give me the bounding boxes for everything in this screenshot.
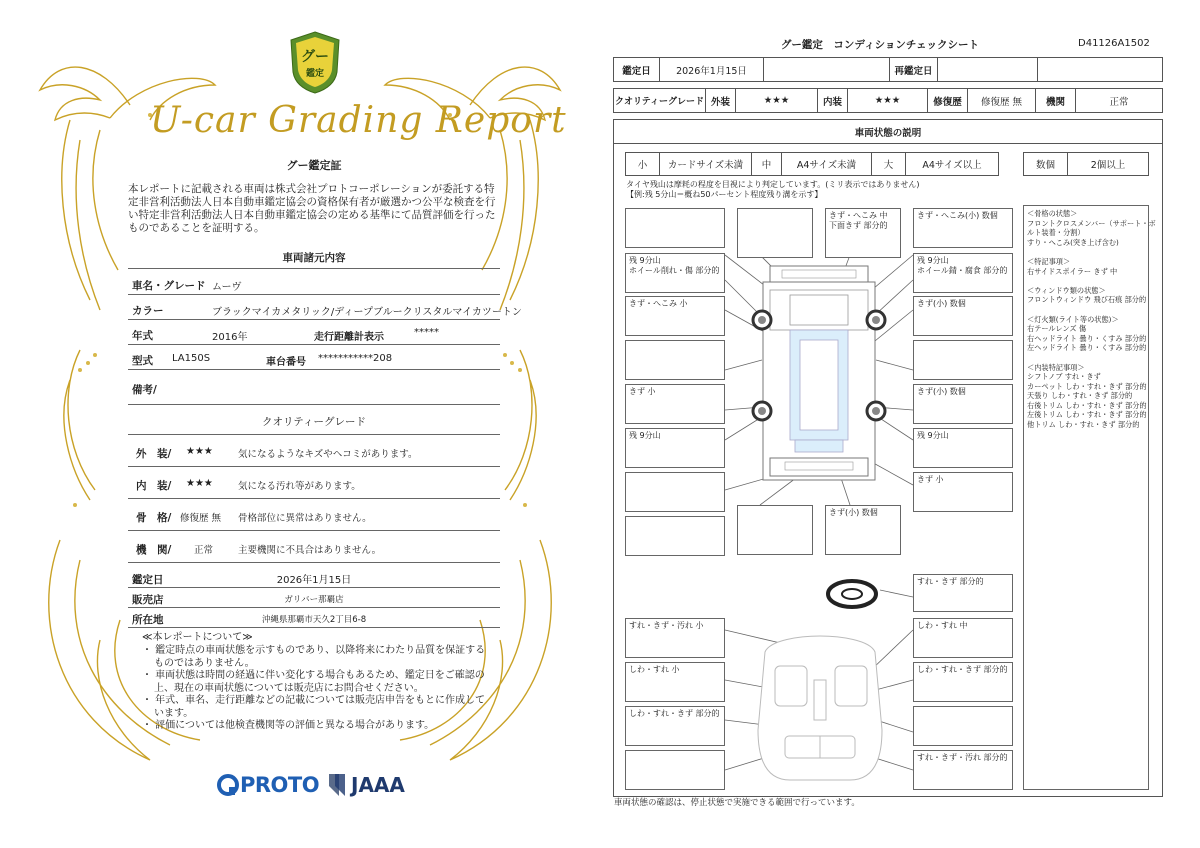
state-heading: 車両状態の説明: [854, 128, 922, 139]
quality-row-frame: [128, 502, 500, 531]
dealer-value: ガリバー那覇店: [284, 595, 344, 605]
remark-line: 右サイドスポイラー きず 中: [1027, 266, 1118, 276]
quality-engine-comment: 主要機関に不具合はありません。: [238, 545, 382, 556]
quality-engine-grade: 正常: [194, 545, 214, 556]
date-spacer-2: [1038, 58, 1162, 81]
repair-value: 修復歴 無: [968, 89, 1036, 112]
spec-row-model: [128, 349, 500, 370]
notes-list: [142, 645, 488, 733]
box-left-rear: [625, 472, 725, 512]
count-desc: 2個以上: [1090, 160, 1126, 171]
remarks-list: [1027, 209, 1156, 430]
box-right-rear: きず 小: [913, 472, 1013, 512]
remark-line: ＜骨格の状態＞: [1027, 209, 1078, 218]
inspection-date-value: 2026年1月15日: [276, 575, 352, 586]
quality-exterior-comment: 気になるようなキズやヘコミがあります。: [238, 449, 418, 460]
jaaa-logo: [326, 770, 405, 800]
spec-row-color: [128, 299, 522, 320]
jaaa-mark-icon: [326, 772, 348, 798]
quality-interior-label: 内 装/: [136, 480, 172, 492]
spec-row-remarks: [128, 374, 500, 405]
size-large-desc: A4サイズ以上: [922, 160, 982, 171]
proto-logo-text: PROTO: [240, 773, 320, 797]
badge-line1: グー: [301, 49, 329, 65]
quality-row-interior: [128, 470, 500, 499]
box-rear-center: きず(小) 数個: [825, 505, 901, 555]
size-medium-desc: A4サイズ未満: [782, 153, 872, 175]
count-label: 数個: [1024, 153, 1068, 175]
address-label: 所在地: [132, 614, 164, 626]
condition-check-sheet: [600, 0, 1200, 848]
spec-model-value: LA150S: [172, 353, 211, 364]
remark-line: 左後トリム しわ・すれ・きず 部分的: [1027, 410, 1147, 420]
certificate-body: 本レポートに記載される車両は株式会社プロトコーポレーションが委託する特定非営利活動法人日本自動車鑑定協会の資格保有者が厳選かつ公平な検査を行い特定非営利活動法人日本自動車鑑定協会の定める基準にて品質評価を行ったものであることを証明する。: [128, 183, 496, 234]
note-item: ・ 年式、車名、走行距離などの記載については販売店申告をもとに作成しています。: [142, 695, 485, 719]
dealer-label: 販売店: [132, 594, 164, 606]
box-rear-center-left: [737, 505, 813, 555]
remark-line: ＜灯火類(ライト等の状態)＞: [1027, 314, 1119, 324]
reinspect-label: 再鑑定日: [890, 58, 938, 81]
remark-line: [1027, 247, 1145, 257]
certificate-title: グー鑑定証: [286, 159, 342, 172]
sheet-title: グー鑑定 コンディションチェックシート: [780, 39, 980, 51]
notes-heading: ≪本レポートについて≫: [142, 632, 253, 643]
box-interior-right-2: しわ・すれ・きず 部分的: [913, 662, 1013, 702]
date-row: [613, 57, 1163, 82]
dealer-row: [128, 588, 500, 608]
document-id: D41126A1502: [1078, 38, 1150, 49]
box-rear-left-bottom: [625, 516, 725, 556]
spec-chassis-value: ***********208: [318, 353, 393, 364]
engine-value: 正常: [1109, 96, 1129, 108]
spec-chassis-label: 車台番号: [266, 357, 306, 368]
spec-year-label: 年式: [132, 330, 153, 342]
quality-interior-comment: 気になる汚れ等があります。: [238, 481, 361, 492]
remark-line: 右テールレンズ 傷: [1027, 324, 1087, 334]
box-front-right-top: きず・へこみ(小) 数個: [913, 208, 1013, 248]
remarks-panel: [1023, 205, 1156, 790]
spec-mileage-label: 走行距離計表示: [314, 332, 384, 343]
spec-color-value: ブラックマイカメタリック/ディープブルークリスタルマイカツートン: [212, 307, 522, 318]
goo-kantei-badge: [287, 30, 343, 94]
box-interior-left-3: しわ・すれ・きず 部分的: [625, 706, 725, 746]
interior-label: 内装: [818, 89, 848, 112]
exterior-grade: ★★★: [736, 89, 818, 112]
remark-line: [1027, 276, 1145, 286]
box-front-left-top: [625, 208, 725, 248]
address-value: 沖縄県那覇市天久2丁目6-8: [261, 615, 367, 625]
remark-line: ルト装着・分割）: [1027, 228, 1085, 238]
size-small-label: 小: [626, 153, 660, 175]
date-value: 2026年1月15日: [660, 58, 764, 81]
remark-line: ＜ウィンドウ類の状態＞: [1027, 285, 1106, 295]
interior-grade: ★★★: [848, 89, 928, 112]
quality-engine-label: 機 関/: [136, 544, 172, 556]
box-interior-right-3: [913, 706, 1013, 746]
spec-remarks-label: 備考/: [132, 384, 157, 396]
box-steering: すれ・きず 部分的: [913, 574, 1013, 612]
spec-name-label: 車名・グレード: [132, 280, 206, 292]
spec-row-name: [128, 274, 500, 295]
reinspect-value: [938, 58, 1038, 81]
tire-note-2: 【例:残 5分山＝概ね50パーセント程度残り溝を示す】: [626, 190, 823, 199]
box-right-wheel-rear: 残 9分山: [913, 428, 1013, 468]
size-large-label: 大: [872, 153, 906, 175]
remark-line: 左ヘッドライト 曇り・くすみ 部分的: [1027, 343, 1147, 353]
remark-line: [1027, 305, 1145, 315]
box-right-center: [913, 340, 1013, 380]
remark-line: 右後トリム しわ・すれ・きず 部分的: [1027, 400, 1147, 410]
note-item: ・ 鑑定時点の車両状態を示すものであり、以降将来にわたり品質を保証するものではありません。: [142, 645, 486, 669]
box-interior-left-4: [625, 750, 725, 790]
inspection-date-row: [128, 568, 500, 588]
footer-note: 車両状態の確認は、停止状態で実施できる範囲で行っています。: [614, 798, 860, 808]
date-label: 鑑定日: [614, 58, 660, 81]
spec-year-value: 2016年: [212, 332, 248, 343]
box-right-front-door: きず(小) 数個: [913, 296, 1013, 336]
box-interior-left-1: すれ・きず・汚れ 小: [625, 618, 725, 658]
count-legend: [1023, 152, 1149, 176]
box-left-wheel-rear: 残 9分山: [625, 428, 725, 468]
spec-model-label: 型式: [132, 355, 153, 367]
script-title: U-car Grading Report: [150, 100, 567, 141]
box-left-rear-door: きず 小: [625, 384, 725, 424]
address-row: [128, 608, 500, 628]
box-front-center-left: [737, 208, 813, 258]
spec-row-year: [128, 324, 500, 345]
date-spacer: [764, 58, 890, 81]
remark-line: [1027, 353, 1145, 363]
size-medium-label: 中: [752, 153, 782, 175]
quality-exterior-label: 外 装/: [136, 448, 172, 460]
remark-line: フロントウィンドウ 飛び石痕 部分的: [1027, 295, 1147, 305]
quality-frame-label: 骨 格/: [136, 512, 172, 524]
grade-heading: クオリティーグレード: [614, 89, 706, 112]
box-interior-left-2: しわ・すれ 小: [625, 662, 725, 702]
quality-frame-grade: 修復歴 無: [180, 513, 222, 524]
inspection-date-label: 鑑定日: [132, 574, 164, 586]
box-left-front-door: きず・へこみ 小: [625, 296, 725, 336]
grade-row: [613, 88, 1163, 113]
quality-frame-comment: 骨格部位に異常はありません。: [238, 513, 372, 524]
engine-label: 機関: [1036, 89, 1076, 112]
box-left-center: [625, 340, 725, 380]
badge-line2: 鑑定: [305, 69, 324, 79]
remark-line: カーペット しわ・すれ・きず 部分的: [1027, 381, 1147, 391]
remark-line: 他トリム しわ・すれ・きず 部分的: [1027, 420, 1140, 430]
repair-label: 修復歴: [928, 89, 968, 112]
quality-row-exterior: [128, 438, 500, 467]
state-heading-rule: [613, 143, 1163, 144]
spec-color-label: カラー: [132, 305, 164, 317]
steering-wheel-icon: [828, 581, 876, 607]
box-front-center: きず・へこみ 中 下面きず 部分的: [825, 208, 901, 258]
spec-mileage-value: *****: [414, 327, 439, 338]
note-item: ・ 車両状態は時間の経過に伴い変化する場合もあるため、鑑定日をご確認の上、現在の車両状態については販売店にお問合せください。: [142, 670, 485, 694]
quality-interior-grade: ★★★: [186, 478, 213, 489]
box-left-wheel-front: 残 9分山 ホイール削れ・傷 部分的: [625, 253, 725, 293]
remark-line: ＜内装特記事項＞: [1027, 362, 1085, 372]
quality-heading: クオリティーグレード: [262, 416, 366, 428]
specs-top-rule: [128, 268, 500, 269]
proto-logo: [217, 771, 319, 799]
remark-line: ＜特記事項＞: [1027, 256, 1071, 266]
size-legend: [625, 152, 999, 176]
box-interior-right-1: しわ・すれ 中: [913, 618, 1013, 658]
remark-line: 天張り しわ・すれ・きず 部分的: [1027, 391, 1133, 401]
box-right-rear-door: きず(小) 数個: [913, 384, 1013, 424]
jaaa-logo-text: JAAA: [351, 773, 405, 797]
exterior-label: 外装: [706, 89, 736, 112]
note-item: ・ 評価については他検査機関等の評価と異なる場合があります。: [142, 720, 435, 731]
tire-note-1: タイヤ残山は摩耗の程度を目視により判定しています。(ミリ表示ではありません): [626, 180, 920, 189]
proto-mark-icon: [217, 773, 239, 797]
quality-exterior-grade: ★★★: [186, 446, 213, 457]
spec-name-value: ムーヴ: [212, 282, 242, 293]
specs-heading: 車両諸元内容: [282, 252, 346, 264]
quality-top-rule: [128, 434, 500, 435]
remark-line: 右ヘッドライト 曇り・くすみ 部分的: [1027, 333, 1147, 343]
remark-line: シフトノブ すれ・きず: [1027, 372, 1101, 382]
box-right-wheel-front: 残 9分山 ホイール錆・腐食 部分的: [913, 253, 1013, 293]
size-small-desc: カードサイズ未満: [660, 153, 752, 175]
remark-line: フロントクロスメンバー（サポート・ボ: [1027, 218, 1156, 228]
remark-line: すり・へこみ(突き上げ含む): [1027, 237, 1119, 247]
box-interior-right-4: すれ・きず・汚れ 部分的: [913, 750, 1013, 790]
quality-row-engine: [128, 534, 500, 563]
